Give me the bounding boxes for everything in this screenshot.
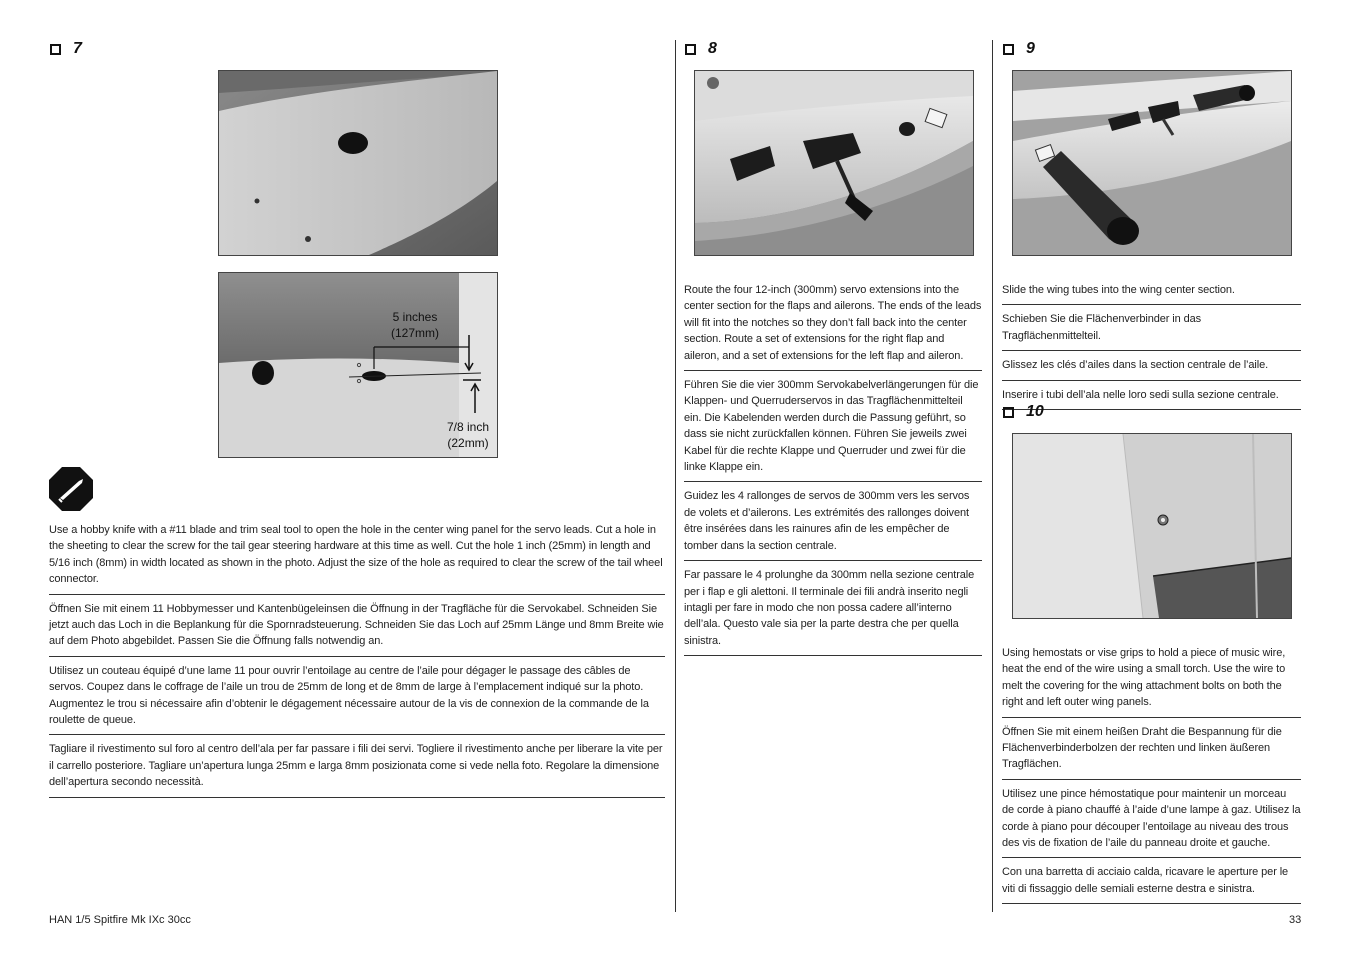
step-7-text-fr: Utilisez un couteau équipé d’une lame 11 pour ouvrir l’entoilage au centre de l’aile pour dégager le passage des câbles de servos. Coupez dans le coffrage de l’aile un trou de 25mm de long et de 8mm de large à l’emplacement indiqué sur la photo. Augmentez le trou si nécessaire afin d’obtenir le dégagement nécessaire autour de la vis de connexion de la commande de la roulette de queue.	[49, 657, 665, 736]
step-9-number: 9	[1026, 40, 1035, 57]
step-9-text-it: Inserire i tubi dell’ala nelle loro sedi sulla sezione centrale.	[1002, 381, 1301, 410]
page-number: 33	[1289, 914, 1302, 926]
step-7-text	[49, 518, 665, 798]
step-10-text-it: Con una barretta di acciaio calda, ricavare le aperture per le viti di fissaggio delle semiali esterne destra e sinistra.	[1002, 858, 1301, 904]
column-divider-1	[675, 40, 676, 912]
step-9-heading	[1003, 40, 1035, 58]
step-7-text-it: Tagliare il rivestimento sul foro al centro dell’ala per far passare i fili dei servi. Togliere il rivestimento anche per liberare la vite per il carrello posteriore. Tagliare un’apertura lunga 25mm e larga 8mm posizionata come si vede nella foto. Regolare la dimensione dell’apertura secondo necessità.	[49, 735, 665, 797]
step-7-length-callout: 5 inches (127mm)	[391, 310, 440, 340]
step-10-heading	[1003, 403, 1044, 421]
step-8-number: 8	[708, 40, 717, 57]
checkbox-icon[interactable]	[1003, 44, 1014, 55]
step-9-text-fr: Glissez les clés d’ailes dans la section centrale de l’aile.	[1002, 351, 1301, 380]
hobby-knife-warning-icon	[49, 467, 93, 511]
step-10-text-de: Öffnen Sie mit einem heißen Draht die Bespannung für die Flächenverbinderbolzen der rechten und linken äußeren Tragflächen.	[1002, 718, 1301, 780]
step-8-photo	[694, 70, 974, 256]
step-7-heading	[50, 40, 82, 58]
step-7-text-de: Öffnen Sie mit einem 11 Hobbymesser und Kantenbügeleinsen die Öffnung in der Tragfläche für die Servokabel. Schneiden Sie jetzt auch das Loch in die Beplankung für die Spornradsteuerung. Schneiden Sie das Loch auf 25mm Länge und 8mm Breite wie auf dem Photo abgebildet. Passen Sie die Öffnung falls notwendig an.	[49, 595, 665, 657]
step-7-photo-bottom	[218, 272, 498, 458]
step-7-photo-top	[218, 70, 498, 256]
step-8-text-de: Führen Sie die vier 300mm Servokabelverlängerungen für die Klappen- und Querruderservos in das Tragflächenmittelteil ein. Die Kabelenden werden durch die Passung geführt, so dass sie nicht zurückfallen können. Führen Sie jeweils zwei Kabel für die rechte Klappe und Querruder und zwei für die linke Klappe ein.	[684, 371, 982, 482]
step-8-text-fr: Guidez les 4 rallonges de servos de 300mm vers les servos de volets et d’ailerons. Les extrémités des rallonges doivent être insérées dans les rainures afin de les empêcher de tomber dans la section centrale.	[684, 482, 982, 561]
step-9-text-de: Schieben Sie die Flächenverbinder in das Tragflächenmittelteil.	[1002, 305, 1301, 351]
checkbox-icon[interactable]	[685, 44, 696, 55]
step-8-text-en: Route the four 12-inch (300mm) servo extensions into the center section for the flaps and ailerons. The ends of the leads will fit into the notches so they don’t fall back into the center section. Route a set of extensions for the right flap and aileron, and a set of extensions for the left flap and aileron.	[684, 278, 982, 371]
column-divider-2	[992, 40, 993, 912]
step-7-number: 7	[73, 40, 82, 57]
step-9-photo	[1012, 70, 1292, 256]
step-7-text-en: Use a hobby knife with a #11 blade and trim seal tool to open the hole in the center wing panel for the servo leads. Cut a hole in the sheeting to clear the screw for the tail gear steering hardware at this time as well. Cut the hole 1 inch (25mm) in length and 5/16 inch (8mm) in width located as shown in the photo. Adjust the size of the hole as required to clear the screw of the tail wheel connector.	[49, 518, 665, 595]
checkbox-icon[interactable]	[50, 44, 61, 55]
step-10-photo	[1012, 433, 1292, 619]
step-10-text	[1002, 641, 1301, 904]
step-10-number: 10	[1026, 403, 1044, 420]
step-8-heading	[685, 40, 717, 58]
step-9-text-en: Slide the wing tubes into the wing center section.	[1002, 278, 1301, 305]
checkbox-icon[interactable]	[1003, 407, 1014, 418]
step-10-text-en: Using hemostats or vise grips to hold a piece of music wire, heat the end of the wire using a small torch. Use the wire to melt the covering for the wing attachment bolts on both the right and left outer wing panels.	[1002, 641, 1301, 718]
footer-title: HAN 1/5 Spitfire Mk IXc 30cc	[49, 914, 191, 926]
step-8-text	[684, 278, 982, 656]
step-8-text-it: Far passare le 4 prolunghe da 300mm nella sezione centrale per i flap e gli alettoni. Il terminale dei fili andrà inserito negli intagli per fare in modo che non possa cadere all’interno dell’ala. Questo vale sia per la parte destra che per quella sinistra.	[684, 561, 982, 656]
step-7-width-callout: 7/8 inch (22mm)	[447, 420, 490, 450]
step-9-text	[1002, 278, 1301, 410]
step-10-text-fr: Utilisez une pince hémostatique pour maintenir un morceau de corde à piano chauffé à l’aide d’une lampe à gaz. Utilisez la corde à piano pour découper l’entoilage au niveau des trous des vis de fixation de l’aile du panneau droite et gauche.	[1002, 780, 1301, 859]
